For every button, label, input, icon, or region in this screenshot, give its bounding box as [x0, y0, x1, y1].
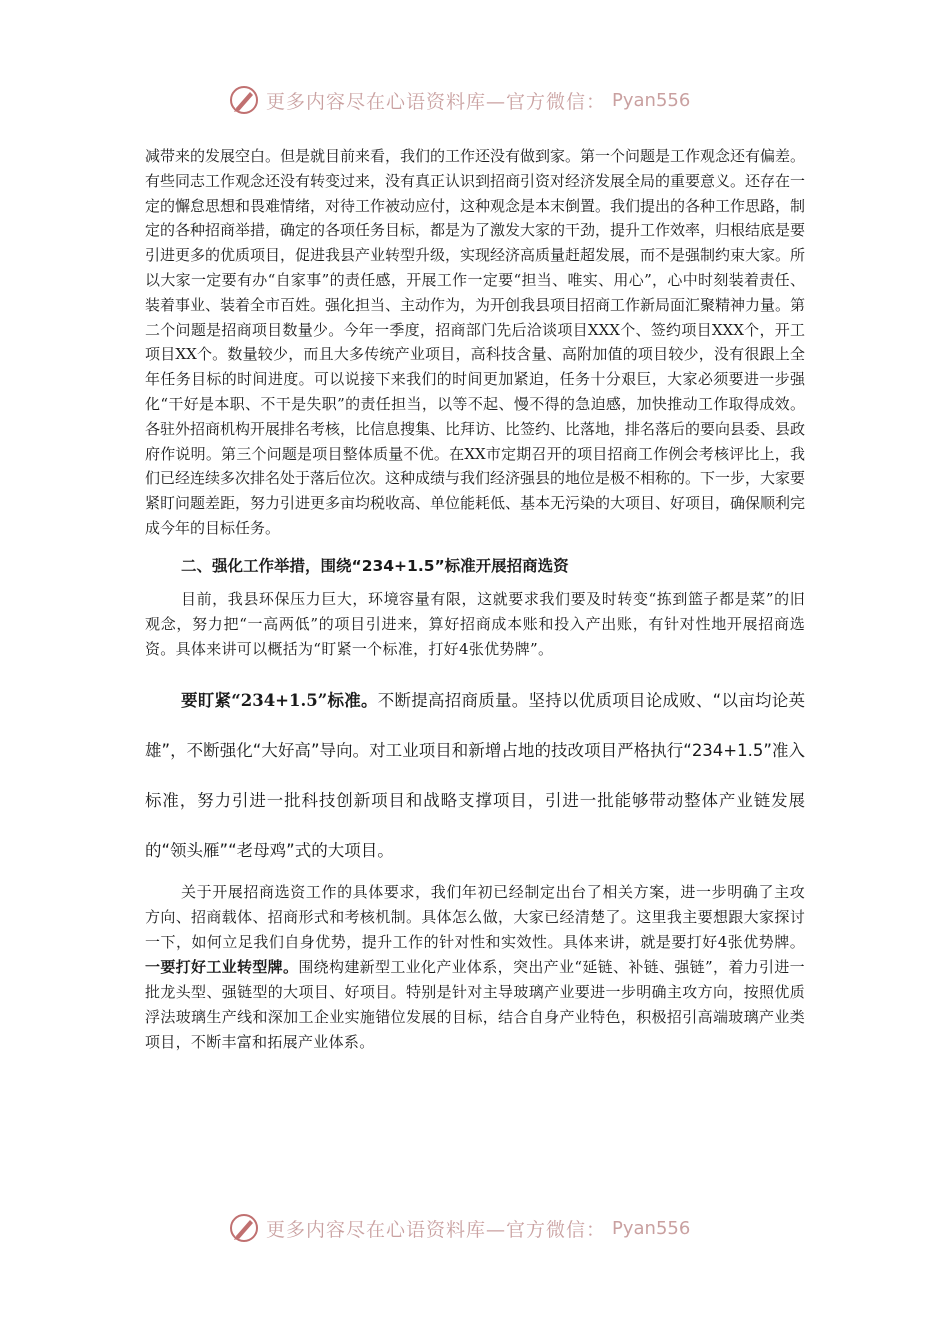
paragraph-requirements-intro: 关于开展招商选资工作的具体要求，我们年初已经制定出台了相关方案，进一步明确了主攻方向、招商载体、招商形式和考核机制。具体怎么做，大家已经清楚了。这里我主要想跟大家探讨一下，如何立足我们自身优势，提升工作的针对性和实效性。具体来讲，就是要打好4张优势牌。 [145, 882, 805, 951]
header-watermark [228, 84, 690, 116]
paragraph-standard [145, 676, 805, 876]
watermark-text: 更多内容尽在心语资料库—官方微信： [266, 90, 607, 113]
paragraph-environment: 目前，我县环保压力巨大，环境容量有限，这就要求我们要及时转变“拣到篮子都是菜”的旧观念，努力把“一高两低”的项目引进来，算好招商成本账和投入产出账，有针对性地开展招商选资。具体来讲可以概括为“盯紧一个标准，打好4张优势牌”。 [145, 589, 805, 658]
watermark-wechat-id: Pyan556 [612, 89, 691, 111]
paragraph-problems: 减带来的发展空白。但是就目前来看，我们的工作还没有做到家。第一个问题是工作观念还有偏差。有些同志工作观念还没有转变过来，没有真正认识到招商引资对经济发展全局的重要意义。还存在一定的懈怠思想和畏难情绪，对待工作被动应付，这种观念是本末倒置。我们提出的各种工作思路，制定的各种招商举措，确定的各项任务目标，都是为了激发大家的干劲，提升工作效率，归根结底是要引进更多的优质项目，促进我县产业转型升级，实现经济高质量赶超发展，而不是强制约束大家。所以大家一定要有办“自家事”的责任感，开展工作一定要“担当、唯实、用心”，心中时刻装着责任、装着事业、装着全市百姓。强化担当、主动作为，为开创我县项目招商工作新局面汇聚精神力量。第二个问题是招商项目数量少。今年一季度，招商部门先后洽谈项目XXX个、签约项目XXX个，开工项目XX个。数量较少，而且大多传统产业项目，高科技含量、高附加值的项目较少，没有很跟上全年任务目标的时间进度。可以说接下来我们的时间更加紧迫，任务十分艰巨，大家必须要进一步强化“干好是本职、不干是失职”的责任担当，以等不起、慢不得的急迫感，加快推动工作取得成效。各驻外招商机构开展排名考核，比信息搜集、比拜访、比签约、比落地，排名落后的要向县委、县政府作说明。第三个问题是项目整体质量不优。在XX市定期召开的项目招商工作例会考核评比上，我们已经连续多次排名处于落后位次。这种成绩与我们经济强县的地位是极不相称的。下一步，大家要紧盯问题差距，努力引进更多亩均税收高、单位能耗低、基本无污染的大项目、好项目，确保顺利完成今年的目标任务。 [145, 147, 806, 537]
pen-logo-icon [228, 1212, 260, 1244]
section-heading: 二、强化工作举措，围绕“234+1.5”标准开展招商选资 [181, 556, 569, 575]
document-body [145, 144, 805, 1055]
paragraph-standard-body: 不断提高招商质量。坚持以优质项目论成败、“以亩均论英雄”，不断强化“大好高”导向。对工业项目和新增占地的技改项目严格执行“234+1.5”准入标准，努力引进一批科技创新项目和战略支撑项目，引进一批能够带动整体产业链发展的“领头雁”“老母鸡”式的大项目。 [145, 690, 805, 860]
paragraph-requirements-bold: 一要打好工业转型牌。 [145, 957, 299, 976]
paragraph-requirements-rest: 围绕构建新型工业化产业体系，突出产业“延链、补链、强链”，着力引进一批龙头型、强链型的大项目、好项目。特别是针对主导玻璃产业要进一步明确主攻方向，按照优质浮法玻璃生产线和深加工企业实施错位发展的目标，结合自身产业特色，积极招引高端玻璃产业类项目，不断丰富和拓展产业体系。 [145, 957, 805, 1051]
pen-logo-icon [228, 84, 260, 116]
footer-watermark [228, 1212, 690, 1244]
paragraph-requirements [145, 880, 805, 1055]
watermark-wechat-id: Pyan556 [612, 1217, 691, 1239]
watermark-text: 更多内容尽在心语资料库—官方微信： [266, 1218, 607, 1241]
paragraph-standard-lead: 要盯紧“234+1.5”标准。 [181, 690, 378, 710]
